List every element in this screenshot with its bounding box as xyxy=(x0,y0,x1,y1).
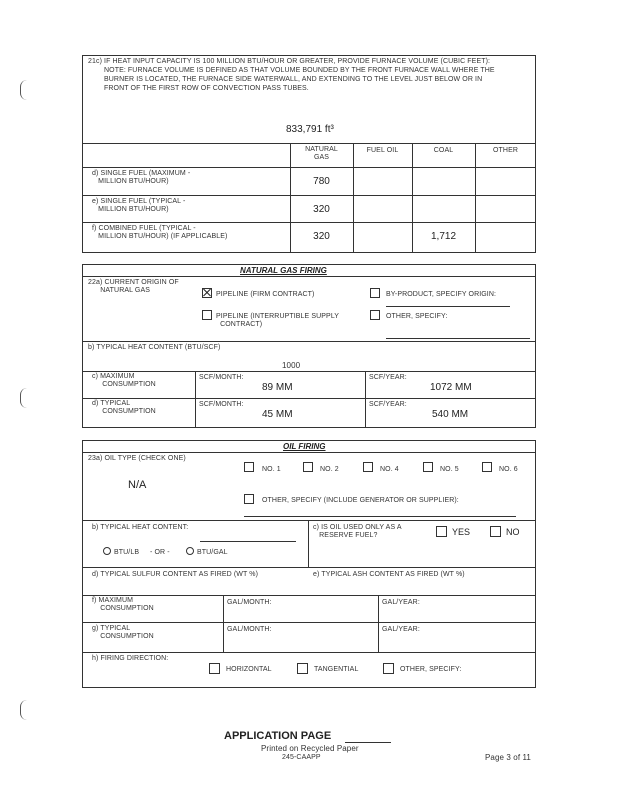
d-scf-year-value[interactable]: 540 MM xyxy=(432,409,469,420)
horizontal-label: HORIZONTAL xyxy=(226,666,272,673)
q23g-label: g) TYPICAL CONSUMPTION xyxy=(92,625,154,640)
btu-lb-label: BTU/LB xyxy=(114,549,140,556)
byproduct-specify-line xyxy=(386,306,510,307)
oil-no4-label: NO. 4 xyxy=(380,466,399,473)
col-other-header: OTHER xyxy=(493,147,518,154)
oil-type-na-value[interactable]: N/A xyxy=(128,479,147,491)
q22b-label: b) TYPICAL HEAT CONTENT (BTU/SCF) xyxy=(88,344,221,351)
reserve-no-checkbox[interactable] xyxy=(490,526,501,537)
oil-no1-checkbox[interactable] xyxy=(244,462,254,472)
section-23-oil xyxy=(82,440,536,688)
reserve-yes-label: YES xyxy=(452,527,471,537)
gas-other-label: OTHER, SPECIFY: xyxy=(386,313,448,320)
q22a-label: 22a) CURRENT ORIGIN OF NATURAL GAS xyxy=(88,279,179,294)
byproduct-label: BY-PRODUCT, SPECIFY ORIGIN: xyxy=(386,291,497,298)
gas-other-specify-line xyxy=(386,338,530,339)
heat-content-entry-line xyxy=(200,541,296,542)
reserve-yes-checkbox[interactable] xyxy=(436,526,447,537)
tangential-checkbox[interactable] xyxy=(297,663,308,674)
application-page-line xyxy=(345,742,391,743)
row-e-label: e) SINGLE FUEL (TYPICAL - MILLION BTU/HOUR) xyxy=(92,198,186,213)
byproduct-checkbox[interactable] xyxy=(370,288,380,298)
or-label: - OR - xyxy=(150,549,170,556)
oil-no5-checkbox[interactable] xyxy=(423,462,433,472)
binding-mark-bottom xyxy=(20,700,27,720)
row-f-natural-gas-value[interactable]: 320 xyxy=(313,231,330,242)
oil-no4-checkbox[interactable] xyxy=(363,462,373,472)
oil-no2-checkbox[interactable] xyxy=(303,462,313,472)
q23e-label: e) TYPICAL ASH CONTENT AS FIRED (WT %) xyxy=(313,571,465,578)
oil-no1-label: NO. 1 xyxy=(262,466,281,473)
recycled-paper-note: Printed on Recycled Paper xyxy=(261,744,359,753)
application-page-label: APPLICATION PAGE xyxy=(224,730,332,742)
oil-firing-title: OIL FIRING xyxy=(283,442,326,451)
c-scf-year-value[interactable]: 1072 MM xyxy=(430,382,472,393)
f-gal-year-label: GAL/YEAR: xyxy=(382,599,420,606)
row-d-label: d) SINGLE FUEL (MAXIMUM - MILLION BTU/HOUR) xyxy=(92,170,191,185)
pipeline-firm-label: PIPELINE (FIRM CONTRACT) xyxy=(216,291,315,298)
btu-gal-label: BTU/GAL xyxy=(197,549,228,556)
tangential-label: TANGENTIAL xyxy=(314,666,359,673)
oil-no6-label: NO. 6 xyxy=(499,466,518,473)
c-scf-month-label: SCF/MONTH: xyxy=(199,374,244,381)
horizontal-checkbox[interactable] xyxy=(209,663,220,674)
pipeline-interruptible-label: PIPELINE (INTERRUPTIBLE SUPPLY CONTRACT) xyxy=(216,313,340,328)
col-fuel-oil-header: FUEL OIL xyxy=(366,147,399,154)
pipeline-firm-checkbox[interactable] xyxy=(202,288,212,298)
oil-no2-label: NO. 2 xyxy=(320,466,339,473)
q23b-label: b) TYPICAL HEAT CONTENT: xyxy=(92,524,189,531)
pipeline-interruptible-checkbox[interactable] xyxy=(202,310,212,320)
q21c-label: 21c) IF HEAT INPUT CAPACITY IS 100 MILLION BTU/HOUR OR GREATER, PROVIDE FURNACE VOLUME (CUBIC FEET): xyxy=(88,58,491,65)
binding-mark-middle xyxy=(20,388,27,408)
q23f-label: f) MAXIMUM CONSUMPTION xyxy=(92,597,154,612)
g-gal-month-label: GAL/MONTH: xyxy=(227,626,272,633)
gas-other-checkbox[interactable] xyxy=(370,310,380,320)
firing-other-checkbox[interactable] xyxy=(383,663,394,674)
row-f-coal-value[interactable]: 1,712 xyxy=(430,231,457,242)
d-scf-year-label: SCF/YEAR: xyxy=(369,401,407,408)
binding-mark-top xyxy=(20,80,27,100)
q21c-note-line3: FRONT OF THE FIRST ROW OF CONVECTION PASS TUBES. xyxy=(104,85,309,92)
oil-no6-checkbox[interactable] xyxy=(482,462,492,472)
page-number: Page 3 of 11 xyxy=(485,753,531,762)
g-gal-year-label: GAL/YEAR: xyxy=(382,626,420,633)
reserve-no-label: NO xyxy=(506,527,520,537)
form-number: 245-CAAPP xyxy=(282,754,321,761)
q23c-label: c) IS OIL USED ONLY AS A RESERVE FUEL? xyxy=(313,524,402,539)
btu-gal-radio[interactable] xyxy=(186,547,194,555)
col-coal-header: COAL xyxy=(433,147,454,154)
q21c-note-line2: BURNER IS LOCATED, THE FURNACE SIDE WATERWALL, AND EXTENDING TO THE LEVEL JUST BELOW OR IN xyxy=(104,76,483,83)
q22c-label: c) MAXIMUM CONSUMPTION xyxy=(92,373,156,388)
row-e-natural-gas-value[interactable]: 320 xyxy=(313,204,330,215)
col-natural-gas-header: NATURAL GAS xyxy=(305,146,338,161)
row-d-natural-gas-value[interactable]: 780 xyxy=(313,176,330,187)
oil-other-checkbox[interactable] xyxy=(244,494,254,504)
btu-lb-radio[interactable] xyxy=(103,547,111,555)
c-scf-month-value[interactable]: 89 MM xyxy=(262,382,293,393)
c-scf-year-label: SCF/YEAR: xyxy=(369,374,407,381)
d-scf-month-label: SCF/MONTH: xyxy=(199,401,244,408)
heat-content-value[interactable]: 1000 xyxy=(282,361,301,370)
q23d-label: d) TYPICAL SULFUR CONTENT AS FIRED (WT %) xyxy=(92,571,259,578)
q23a-label: 23a) OIL TYPE (CHECK ONE) xyxy=(88,455,186,462)
row-f-label: f) COMBINED FUEL (TYPICAL - MILLION BTU/HOUR) (IF APPLICABLE) xyxy=(92,225,228,240)
oil-other-specify-line xyxy=(244,516,516,517)
q22d-label: d) TYPICAL CONSUMPTION xyxy=(92,400,156,415)
q23h-label: h) FIRING DIRECTION: xyxy=(92,655,169,662)
d-scf-month-value[interactable]: 45 MM xyxy=(262,409,293,420)
furnace-volume-value[interactable]: 833,791 ft³ xyxy=(286,124,334,135)
f-gal-month-label: GAL/MONTH: xyxy=(227,599,272,606)
oil-no5-label: NO. 5 xyxy=(440,466,459,473)
natural-gas-firing-title: NATURAL GAS FIRING xyxy=(240,266,327,275)
oil-other-label: OTHER, SPECIFY (INCLUDE GENERATOR OR SUPPLIER): xyxy=(262,497,459,504)
firing-other-label: OTHER, SPECIFY: xyxy=(400,666,462,673)
q21c-note-line1: NOTE: FURNACE VOLUME IS DEFINED AS THAT VOLUME BOUNDED BY THE FRONT FURNACE WALL WHERE THE xyxy=(104,67,495,74)
